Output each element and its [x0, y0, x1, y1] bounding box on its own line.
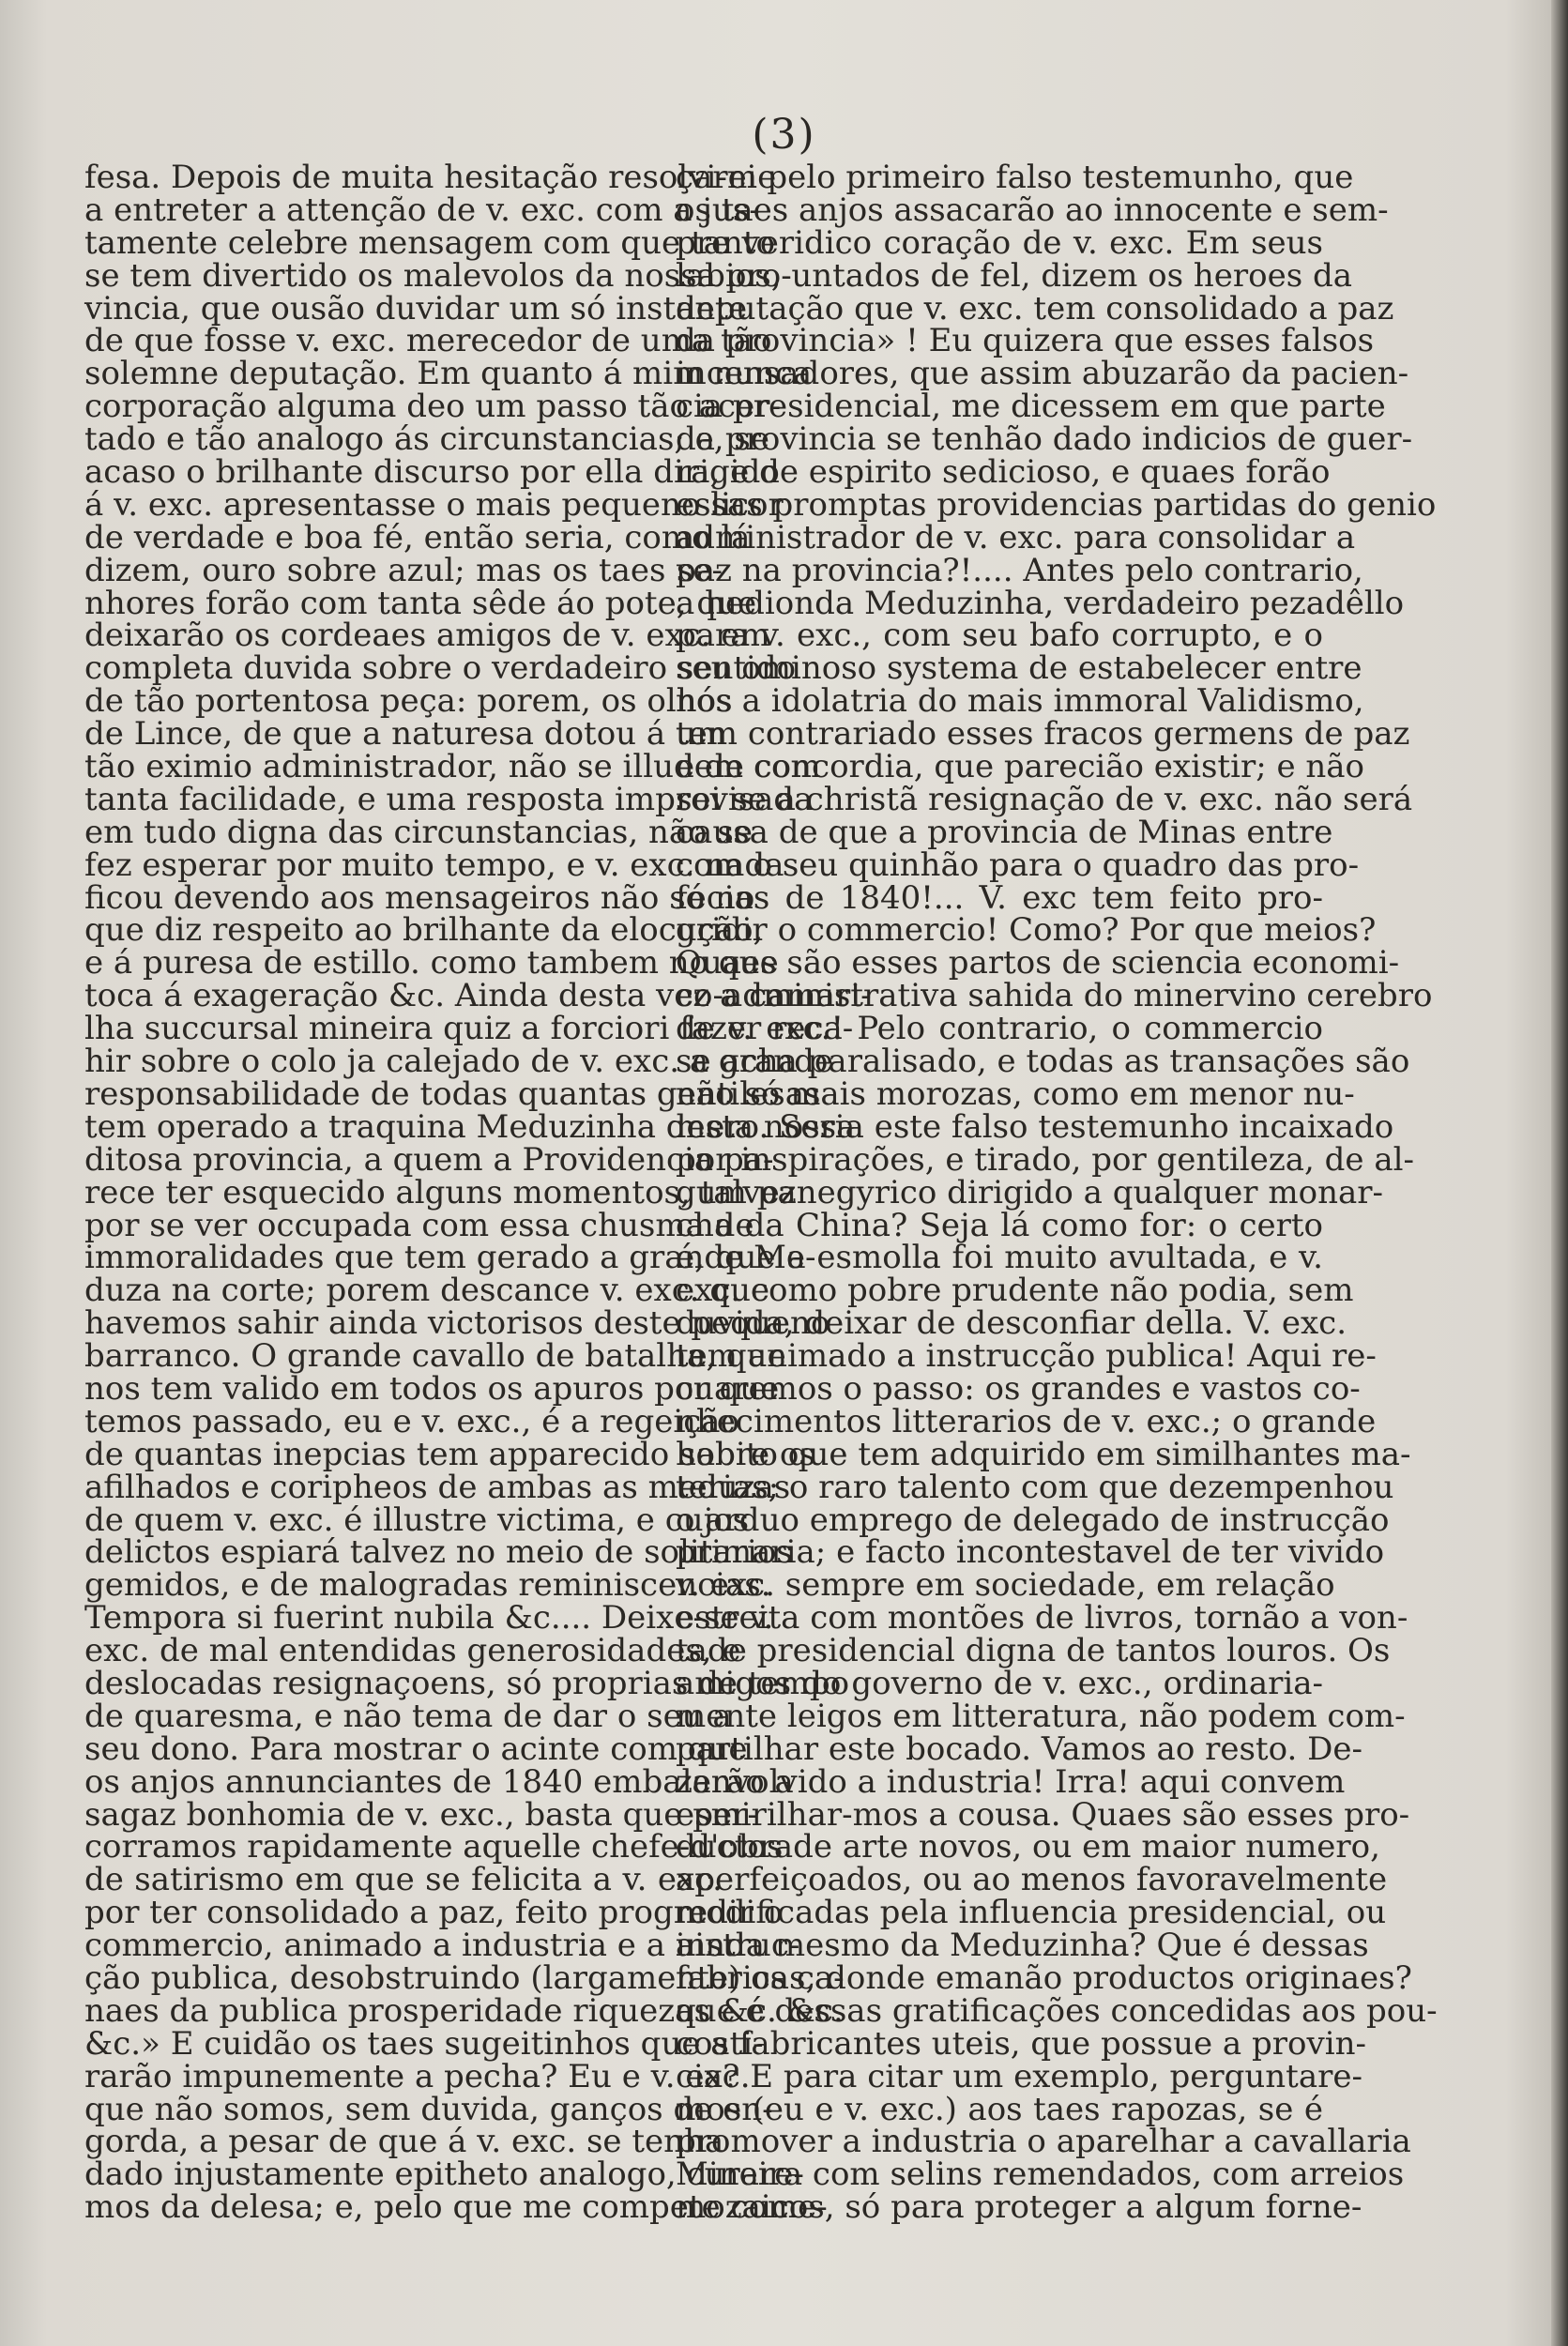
- text-line: fez esperar por muito tempo, e v. exc. nada: [84, 845, 784, 884]
- text-line: tem contrariado esses fracos germens de paz: [676, 715, 1410, 754]
- text-line: ductos de arte novos, ou em maior numero,: [676, 1828, 1380, 1866]
- right-text-column: [676, 159, 1438, 2227]
- text-line: os anjos annunciantes de 1840 embalarão a: [84, 1762, 794, 1801]
- text-line: barranco. O grande cavallo de batalha, que: [84, 1337, 786, 1376]
- text-line: solemne deputação. Em quanto á mim nunca: [84, 355, 813, 393]
- text-line: se acha paralisado, e todas as transações são: [676, 1043, 1410, 1081]
- text-line: mero. Seria este falso testemunho incaixado: [676, 1107, 1394, 1146]
- text-line: ditosa provincia, a quem a Providencia pa-: [84, 1140, 774, 1179]
- text-line: que não somos, sem duvida, ganços de en-: [84, 2090, 773, 2128]
- text-line: de quantas inepcias tem apparecido sobre os: [84, 1435, 815, 1473]
- text-line: tão eximio administrador, não se illudem com: [84, 748, 821, 786]
- text-line: com o seu quinhão para o quadro das pro-: [676, 845, 1360, 884]
- text-line: que é dessas gratificações concedidas aos pou-: [676, 1991, 1438, 2030]
- text-line: toca á exageração &c. Ainda desta vez a camari-: [84, 977, 872, 1015]
- text-line: tamente celebre mensagem com que tanto: [84, 223, 775, 262]
- text-line: deslocadas resignaçoens, só proprias de tempo: [84, 1664, 850, 1702]
- text-line: seu ominoso systema de estabelecer entre: [676, 649, 1362, 688]
- text-line: fesa. Depois de muita hesitação resolvi-me: [84, 159, 777, 196]
- text-line: de tão portentosa peça: porem, os olhos: [84, 682, 733, 721]
- text-line: o arduo emprego de delegado de instrucção: [676, 1501, 1390, 1539]
- text-line: nos tem valido em todos os apuros por que: [84, 1369, 780, 1408]
- text-line: rece ter esquecido alguns momentos, talvez: [84, 1173, 797, 1211]
- text-line: havemos sahir ainda victorisos deste pequeno: [84, 1304, 830, 1343]
- text-line: mos (eu e v. exc.) aos taes rapozas, se é: [676, 2090, 1323, 2128]
- text-line: zenvolvido a industria! Irra! aqui convem: [676, 1762, 1346, 1801]
- text-line: é, que a esmolla foi muito avultada, e v.: [676, 1239, 1323, 1277]
- text-line: de satirismo em que se felicita a v. exc.: [84, 1861, 723, 1899]
- text-line: Mineira com selins remendados, com arreios: [676, 2156, 1405, 2194]
- page-binding-edge: [1551, 0, 1568, 2346]
- text-line: gemidos, e de malogradas reminiscencias.: [84, 1566, 771, 1605]
- text-line: mente leigos em litteratura, não podem com-: [676, 1697, 1406, 1735]
- text-line: habito que tem adquirido em similhantes ma-: [676, 1435, 1411, 1473]
- text-line: por ter consolidado a paz, feito progredir o: [84, 1894, 784, 1932]
- text-line: ainda mesmo da Meduzinha? Que é dessas: [676, 1927, 1369, 1965]
- text-line: em tudo digna das circunstancias, não se: [84, 813, 753, 851]
- text-line: temos passado, eu e v. exc., é a regeição: [84, 1402, 740, 1440]
- text-line: primaria; e facto incontestavel de ter vivido: [676, 1533, 1385, 1572]
- text-line: estreita com montões de livros, tornão a von-: [676, 1599, 1408, 1638]
- text-line: Quaes são esses partos de sciencia economi-: [676, 944, 1400, 983]
- text-line: çarei pelo primeiro falso testemunho, que: [676, 159, 1354, 196]
- text-line: cha da China? Seja lá como for: o certo: [676, 1206, 1323, 1244]
- text-line: partilhar este bocado. Vamos ao resto. De-: [676, 1729, 1362, 1768]
- text-line: tanta facilidade, e uma resposta improvisada: [84, 780, 814, 818]
- text-line: nhores forão com tanta sêde áo pote, que: [84, 584, 757, 622]
- text-line: de v. exc.! Pelo contrario, o commercio: [676, 1010, 1323, 1048]
- text-line: cos fabricantes uteis, que possue a provin-: [676, 2024, 1366, 2063]
- text-line: tade presidencial digna de tantos louros. Os: [676, 1632, 1391, 1670]
- text-line: se tem divertido os malevolos da nossa pro-: [84, 256, 792, 295]
- text-line: duza na corte; porem descance v. exc. que: [84, 1272, 770, 1310]
- text-line: a hedionda Meduzinha, verdadeiro pezadêllo: [676, 584, 1405, 622]
- text-line: e de concordia, que parecião existir; e não: [676, 748, 1365, 786]
- text-line: hir sobre o colo ja calejado de v. exc. a grande: [84, 1043, 834, 1081]
- left-text-column: [84, 159, 872, 2227]
- text-line: gum panegyrico dirigido a qualquer monar-: [676, 1173, 1383, 1211]
- text-line: rarão impunemente a pecha? Eu e v. exc.: [84, 2057, 751, 2095]
- text-line: da provincia» ! Eu quizera que esses falsos: [676, 322, 1375, 360]
- text-line: modificadas pela influencia presidencial, ou: [676, 1894, 1387, 1932]
- text-line: cia presidencial, me dicessem em que parte: [676, 388, 1386, 426]
- text-line: essas promptas providencias partidas do genio: [676, 485, 1437, 524]
- text-line: tem operado a traquina Meduzinha desta nossa: [84, 1107, 856, 1146]
- text-line: tem animado a instrucção publica! Aqui re-: [676, 1337, 1377, 1376]
- text-line: gorda, a pesar de que á v. exc. se tenha: [84, 2123, 724, 2161]
- text-line: gridir o commercio! Como? Por que meios?: [676, 911, 1377, 950]
- text-line: immoralidades que tem gerado a grande Me-: [84, 1239, 816, 1277]
- text-line: tado e tão analogo ás circunstancias; e, se: [84, 420, 769, 459]
- text-line: completa duvida sobre o verdadeiro sentido: [84, 649, 797, 688]
- text-line: &c.» E cuidão os taes sugeitinhos que ati-: [84, 2024, 764, 2063]
- text-line: para v. exc., com seu bafo corrupto, e o: [676, 617, 1323, 655]
- text-line: delictos espiará talvez no meio de solitarios: [84, 1533, 793, 1572]
- text-line: de quem v. exc. é illustre victima, e cujos: [84, 1501, 750, 1539]
- text-line: paz na provincia?!.... Antes pelo contrario,: [676, 551, 1363, 589]
- text-line: nhecimentos litterarios de v. exc.; o grande: [676, 1402, 1377, 1440]
- text-line: naes da publica prosperidade riquezas &c. &c.: [84, 1991, 844, 2030]
- text-line: a entreter a attenção de v. exc. com a jus-: [84, 190, 760, 229]
- text-line: ficou devendo aos mensageiros não só no: [84, 878, 755, 917]
- text-line: ra, e de espirito sedicioso, e quaes forão: [676, 453, 1331, 492]
- text-line: causa de que a provincia de Minas entre: [676, 813, 1333, 851]
- text-line: cia? E para citar um exemplo, perguntare-: [676, 2057, 1362, 2095]
- text-line: por se ver occupada com essa chusma de: [84, 1206, 754, 1244]
- text-line: cuaremos o passo: os grandes e vastos co-: [676, 1369, 1361, 1408]
- text-line: dado injustamente epitheto analogo, curare-: [84, 2156, 804, 2194]
- text-line: nós a idolatria do mais immoral Validismo,: [676, 682, 1364, 721]
- text-line: administrador de v. exc. para consolidar a: [676, 518, 1356, 556]
- text-line: amigos do governo de v. exc., ordinaria-: [676, 1664, 1323, 1702]
- text-line: v. exc. sempre em sociedade, em relação: [676, 1566, 1335, 1605]
- text-line: mozaicos, só para proteger a algum forne-: [676, 2188, 1362, 2227]
- text-line: co-administrativa sahida do minervino cerebro: [676, 977, 1433, 1015]
- text-line: esmirilhar-mos a cousa. Quaes são esses pro-: [676, 1795, 1410, 1834]
- text-line: incensadores, que assim abuzarão da pacien-: [676, 355, 1409, 393]
- text-line: que diz respeito ao brilhante da elocução,: [84, 911, 764, 950]
- text-line: dizem, ouro sobre azul; mas os taes se-: [84, 551, 723, 589]
- text-line: fecias de 1840!... V. exc tem feito pro-: [676, 878, 1323, 917]
- text-line: seu dono. Para mostrar o acinte com que: [84, 1729, 748, 1768]
- text-line: Tempora si fuerint nubila &c.... Deixe-se v.: [84, 1599, 774, 1638]
- text-line: da provincia se tenhão dado indicios de guer-: [676, 420, 1413, 459]
- text-line: corramos rapidamente aquelle chefe-d'obra: [84, 1828, 794, 1866]
- text-line: deixarão os cordeaes amigos de v. exc. em: [84, 617, 770, 655]
- text-line: ção publica, desobstruindo (largamente) os ca-: [84, 1958, 845, 1997]
- text-line: de Lince, de que a naturesa dotou á um: [84, 715, 727, 754]
- text-line: sei se a christã resignação de v. exc. não será: [676, 780, 1413, 818]
- text-line: promover a industria o aparelhar a cavallaria: [676, 2123, 1411, 2161]
- text-line: sagaz bonhomia de v. exc., basta que per-: [84, 1795, 758, 1834]
- text-line: deputação que v. exc. tem consolidado a paz: [676, 289, 1394, 328]
- text-line: afilhados e coripheos de ambas as meduzas: [84, 1468, 791, 1506]
- page-number: (3): [752, 111, 816, 159]
- text-line: acaso o brilhante discurso por ella dirigido: [84, 453, 780, 492]
- text-line: labios, untados de fel, dizem os heroes da: [676, 256, 1353, 295]
- text-line: não só mais morozas, como em menor nu-: [676, 1074, 1355, 1113]
- text-line: commercio, animado a industria e a instruc-: [84, 1927, 800, 1965]
- text-line: aperfeiçoados, ou ao menos favoravelmente: [676, 1861, 1388, 1899]
- text-line: pre veridico coração de v. exc. Em seus: [676, 223, 1323, 262]
- text-line: de quaresma, e não tema de dar o seu a: [84, 1697, 732, 1735]
- text-line: duvida, deixar de desconfiar della. V. exc.: [676, 1304, 1347, 1343]
- text-line: mos da delesa; e, pelo que me compete come-: [84, 2188, 828, 2227]
- text-line: os taes anjos assacarão ao innocente e sem-: [676, 190, 1389, 229]
- text-line: lha succursal mineira quiz a forciori fazer reca-: [84, 1010, 854, 1048]
- text-line: terias; o raro talento com que dezempenhou: [676, 1468, 1394, 1506]
- text-line: fabricas, donde emanão productos originaes?: [676, 1958, 1412, 1997]
- text-line: e á puresa de estillo. como tambem no que: [84, 944, 779, 983]
- text-line: vincia, que ousão duvidar um só instante: [84, 289, 748, 328]
- text-line: á v. exc. apresentasse o mais pequeno licor: [84, 485, 784, 524]
- text-line: responsabilidade de todas quantas gentilesas: [84, 1074, 821, 1113]
- text-line: exc. como pobre prudente não podia, sem: [676, 1272, 1354, 1310]
- text-line: de que fosse v. exc. merecedor de uma tão: [84, 322, 772, 360]
- text-line: exc. de mal entendidas generosidades, e: [84, 1632, 741, 1670]
- text-line: por inspirações, e tirado, por gentileza, de al-: [676, 1140, 1414, 1179]
- text-line: corporação alguma deo um passo tão acer-: [84, 388, 781, 426]
- text-line: de verdade e boa fé, então seria, como lá: [84, 518, 751, 556]
